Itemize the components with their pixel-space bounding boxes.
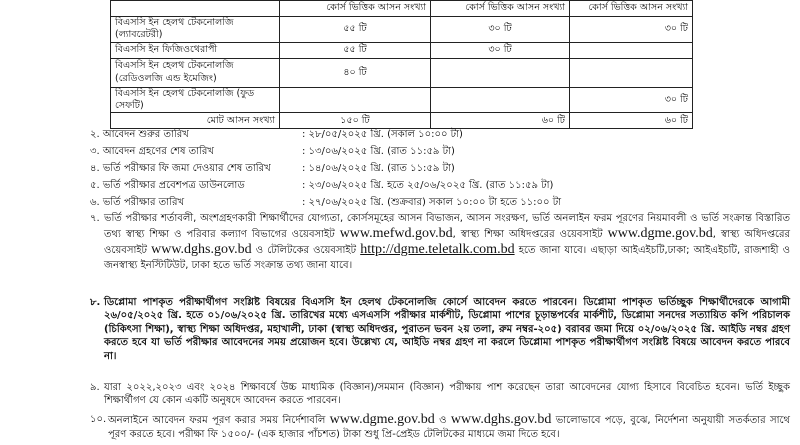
seat-count [570,58,693,87]
schedule-value: : ১৪/০৬/২০২৫ খ্রি. (রাত ১১:৫৯ টা) [302,163,455,174]
course-name: বিএসসি ইন হেলথ টেকনোলজি (রেডিওলজি এন্ড ইমেজিং) [111,58,280,87]
seat-count: ৩০ টি [431,17,570,43]
table-header-cell: কোর্স ভিত্তিক আসন সংখ্যা [431,1,570,17]
seat-count [280,87,431,113]
seat-count: ৩০ টি [431,42,570,58]
total-count: ১৫০ টি [280,113,431,129]
clause-8 [90,296,790,363]
clause-body [108,413,790,442]
seat-count: ৪০ টি [280,58,431,87]
dghs-link[interactable]: www.dghs.gov.bd [450,412,552,427]
table-header-row [111,1,693,17]
seat-count: ৩০ টি [570,17,693,43]
course-name: বিএসসি ইন হেলথ টেকনোলজি (ফুড সেফটি) [111,87,280,113]
clause-text: ও টেলিটকের ওয়েবসাইট [255,245,357,256]
table-row [111,17,693,43]
clause-text: ভালোভাবে পড়ে, বুঝে, নির্দেশনা অনুযায়ী সতর্কতার সাথে পূরণ করতে হবে। পরীক্ষা ফি ১৫০০/- (এক হাজার পাঁচশত) টাকা শুধু প্রি-প্রেইড টেলিটকের মাধ্যমে জমা দিতে হবে। [108,415,790,440]
clause-number: ৮. [90,297,101,308]
seat-count: ৩০ টি [570,87,693,113]
clause-text: অনলাইনে আবেদন ফরম পূরণ করার সময় নির্দেশাবলি [108,415,326,426]
schedule-label: ২. আবেদন শুরুর তারিখ [90,129,189,140]
clause-text: , স্বাস্থ্য শিক্ষা অধিদপ্তরের ওয়েবসাইট [452,229,603,240]
table-row [111,58,693,87]
schedule-value: : ২৩/০৬/২০২৫ খ্রি. হতে ২৫/০৬/২০২৫ খ্রি. (রাত ১১:৫৯ টা) [302,180,554,191]
clause-text: যারা ২০২২,২০২৩ এবং ২০২৪ শিক্ষাবর্ষে উচ্চ মাধ্যমিক (বিজ্ঞান)/সমমান (বিজ্ঞান) পরীক্ষায় পাশ করেছেন তারা আবেদনের যোগ্য হিসাবে বিবেচিত হবেন। ভর্তি ইচ্ছুক শিক্ষার্থীগণ যে কোন একটি অনুষদে আবেদন করতে পারবেন। [104,382,790,406]
dghs-link[interactable]: www.dghs.gov.bd [151,242,252,257]
schedule-value: : ২৭/০৬/২০২৫ খ্রি. (শুক্রবার) সকাল ১০:০০ টা হতে ১১:০০ টা [302,197,562,208]
total-count: ৬০ টি [570,113,693,129]
course-name: বিএসসি ইন হেলথ টেকনোলজি (ল্যাবরেটরী) [111,17,280,43]
table-total-row [111,113,693,129]
schedule-label: ৪. ভর্তি পরীক্ষার ফি জমা দেওয়ার শেষ তারিখ [90,163,271,174]
clause-text: ভর্তি পরীক্ষার শর্তাবলী, অংশগ্রহণকারী শিক্ষার্থীদের যোগ্যতা, কোর্সসমূহের আসন বিভাজন, আসন সংরক্ষণ, ভর্তি অনলাইন ফরম পূরণের নিয়মাবলী ও ভর্তি সংক্রান্ত বিস্তারিত তথ্য স্বাস্থ্য শিক্ষা ও পরিবার কল্যাণ বিভাগের ওয়েবসাইট [104,213,790,240]
seat-count: ৫৫ টি [280,42,431,58]
clause-9 [90,381,790,407]
clause-number: ১০. [90,414,107,425]
clause-text: ডিপ্লোমা পাশকৃত পরীক্ষার্থীগণ সংশ্লিষ্ট বিষয়ের বিএসসি ইন হেলথ টেকনোলজি কোর্সে আবেদন করতে পারবেন। ডিপ্লোমা পাশকৃত ভর্তিচ্ছুক শিক্ষার্থীদেরকে আগামী ২৬/০৫/২০২৫ খ্রি. হতে ০১/০৬/২০২৫ খ্রি. তারিখের মধ্যে এসএসসি পরীক্ষার মার্কশীট, ডিপ্লোমা পাশের চূড়ান্তপর্বের মার্কশীট, ডিপ্লোমা সনদের সত্যায়িত কপি পরিচালক (চিকিৎসা শিক্ষা), স্বাস্থ্য শিক্ষা অধিদপ্তর, মহাখালী, ঢাকা (স্বাস্থ্য অধিদপ্তর, পুরাতন ভবন ২য় তলা, রুম নম্বর-২০৫) বরাবর জমা দিয়ে ০২/০৬/২০২৫ খ্রি. আইডি নম্বর গ্রহণ করতে হবে যা ভর্তি পরীক্ষার আবেদনের সময় প্রয়োজন হবে। উল্লেখ্য যে, আইডি নম্বর গ্রহণ না করলে ডিপ্লোমা পাশকৃত পরীক্ষার্থীগণ সংশ্লিষ্ট বিষয়ে আবেদন করতে পারবে না। [104,297,790,362]
clause-text: হতে জানা যাবে। এছাড়া আইএইচটি,ঢাকা; আইএইচটি, রাজশাহী ও জনস্বাস্থ্য ইনস্টিটিউট, ঢাকা হতে ভর্তি সংক্রান্ত তথ্য জানা যাবে। [104,245,791,271]
table-header-cell: কোর্স ভিত্তিক আসন সংখ্যা [280,1,431,17]
table-row [111,87,693,113]
total-count: ৬০ টি [431,113,570,129]
seat-count: ৫৫ টি [280,17,431,43]
clause-text: , স্বাস্থ্য অধিদপ্তরের ওয়েবসাইট [104,229,790,256]
clause-number: ৯. [90,382,100,393]
seat-table [110,0,693,129]
course-name: বিএসসি ইন ফিজিওথেরাপী [111,42,280,58]
teletalk-link[interactable]: http://dgme.teletalk.com.bd [360,242,515,257]
clause-number: ৭. [90,213,100,224]
schedule-label: ৫. ভর্তি পরীক্ষার প্রবেশপত্র ডাউনলোড [90,180,245,191]
table-header-blank [111,1,280,17]
schedule-label: ৬. ভর্তি পরীক্ষার তারিখ [90,197,185,208]
clause-text: ও [439,415,447,426]
table-header-cell: কোর্স ভিত্তিক আসন সংখ্যা [570,1,693,17]
seat-count [431,58,570,87]
seat-count [431,87,570,113]
clause-10 [90,413,790,442]
schedule-label: ৩. আবেদন গ্রহণের শেষ তারিখ [90,146,214,157]
dgme-link[interactable]: www.dgme.gov.bd [607,226,713,241]
dgme-link[interactable]: www.dgme.gov.bd [329,412,435,427]
seat-count [570,42,693,58]
schedule-value: : ২৮/০৫/২০২৫ খ্রি. (সকাল ১০:০০ টা) [302,129,463,140]
clause-7 [90,211,790,273]
total-label: মোট আসন সংখ্যা [111,113,280,129]
mefwd-link[interactable]: www.mefwd.gov.bd [339,226,453,241]
schedule-value: : ১৩/০৬/২০২৫ খ্রি. (রাত ১১:৫৯ টা) [302,146,455,157]
table-row [111,42,693,58]
clause-body [104,211,790,273]
